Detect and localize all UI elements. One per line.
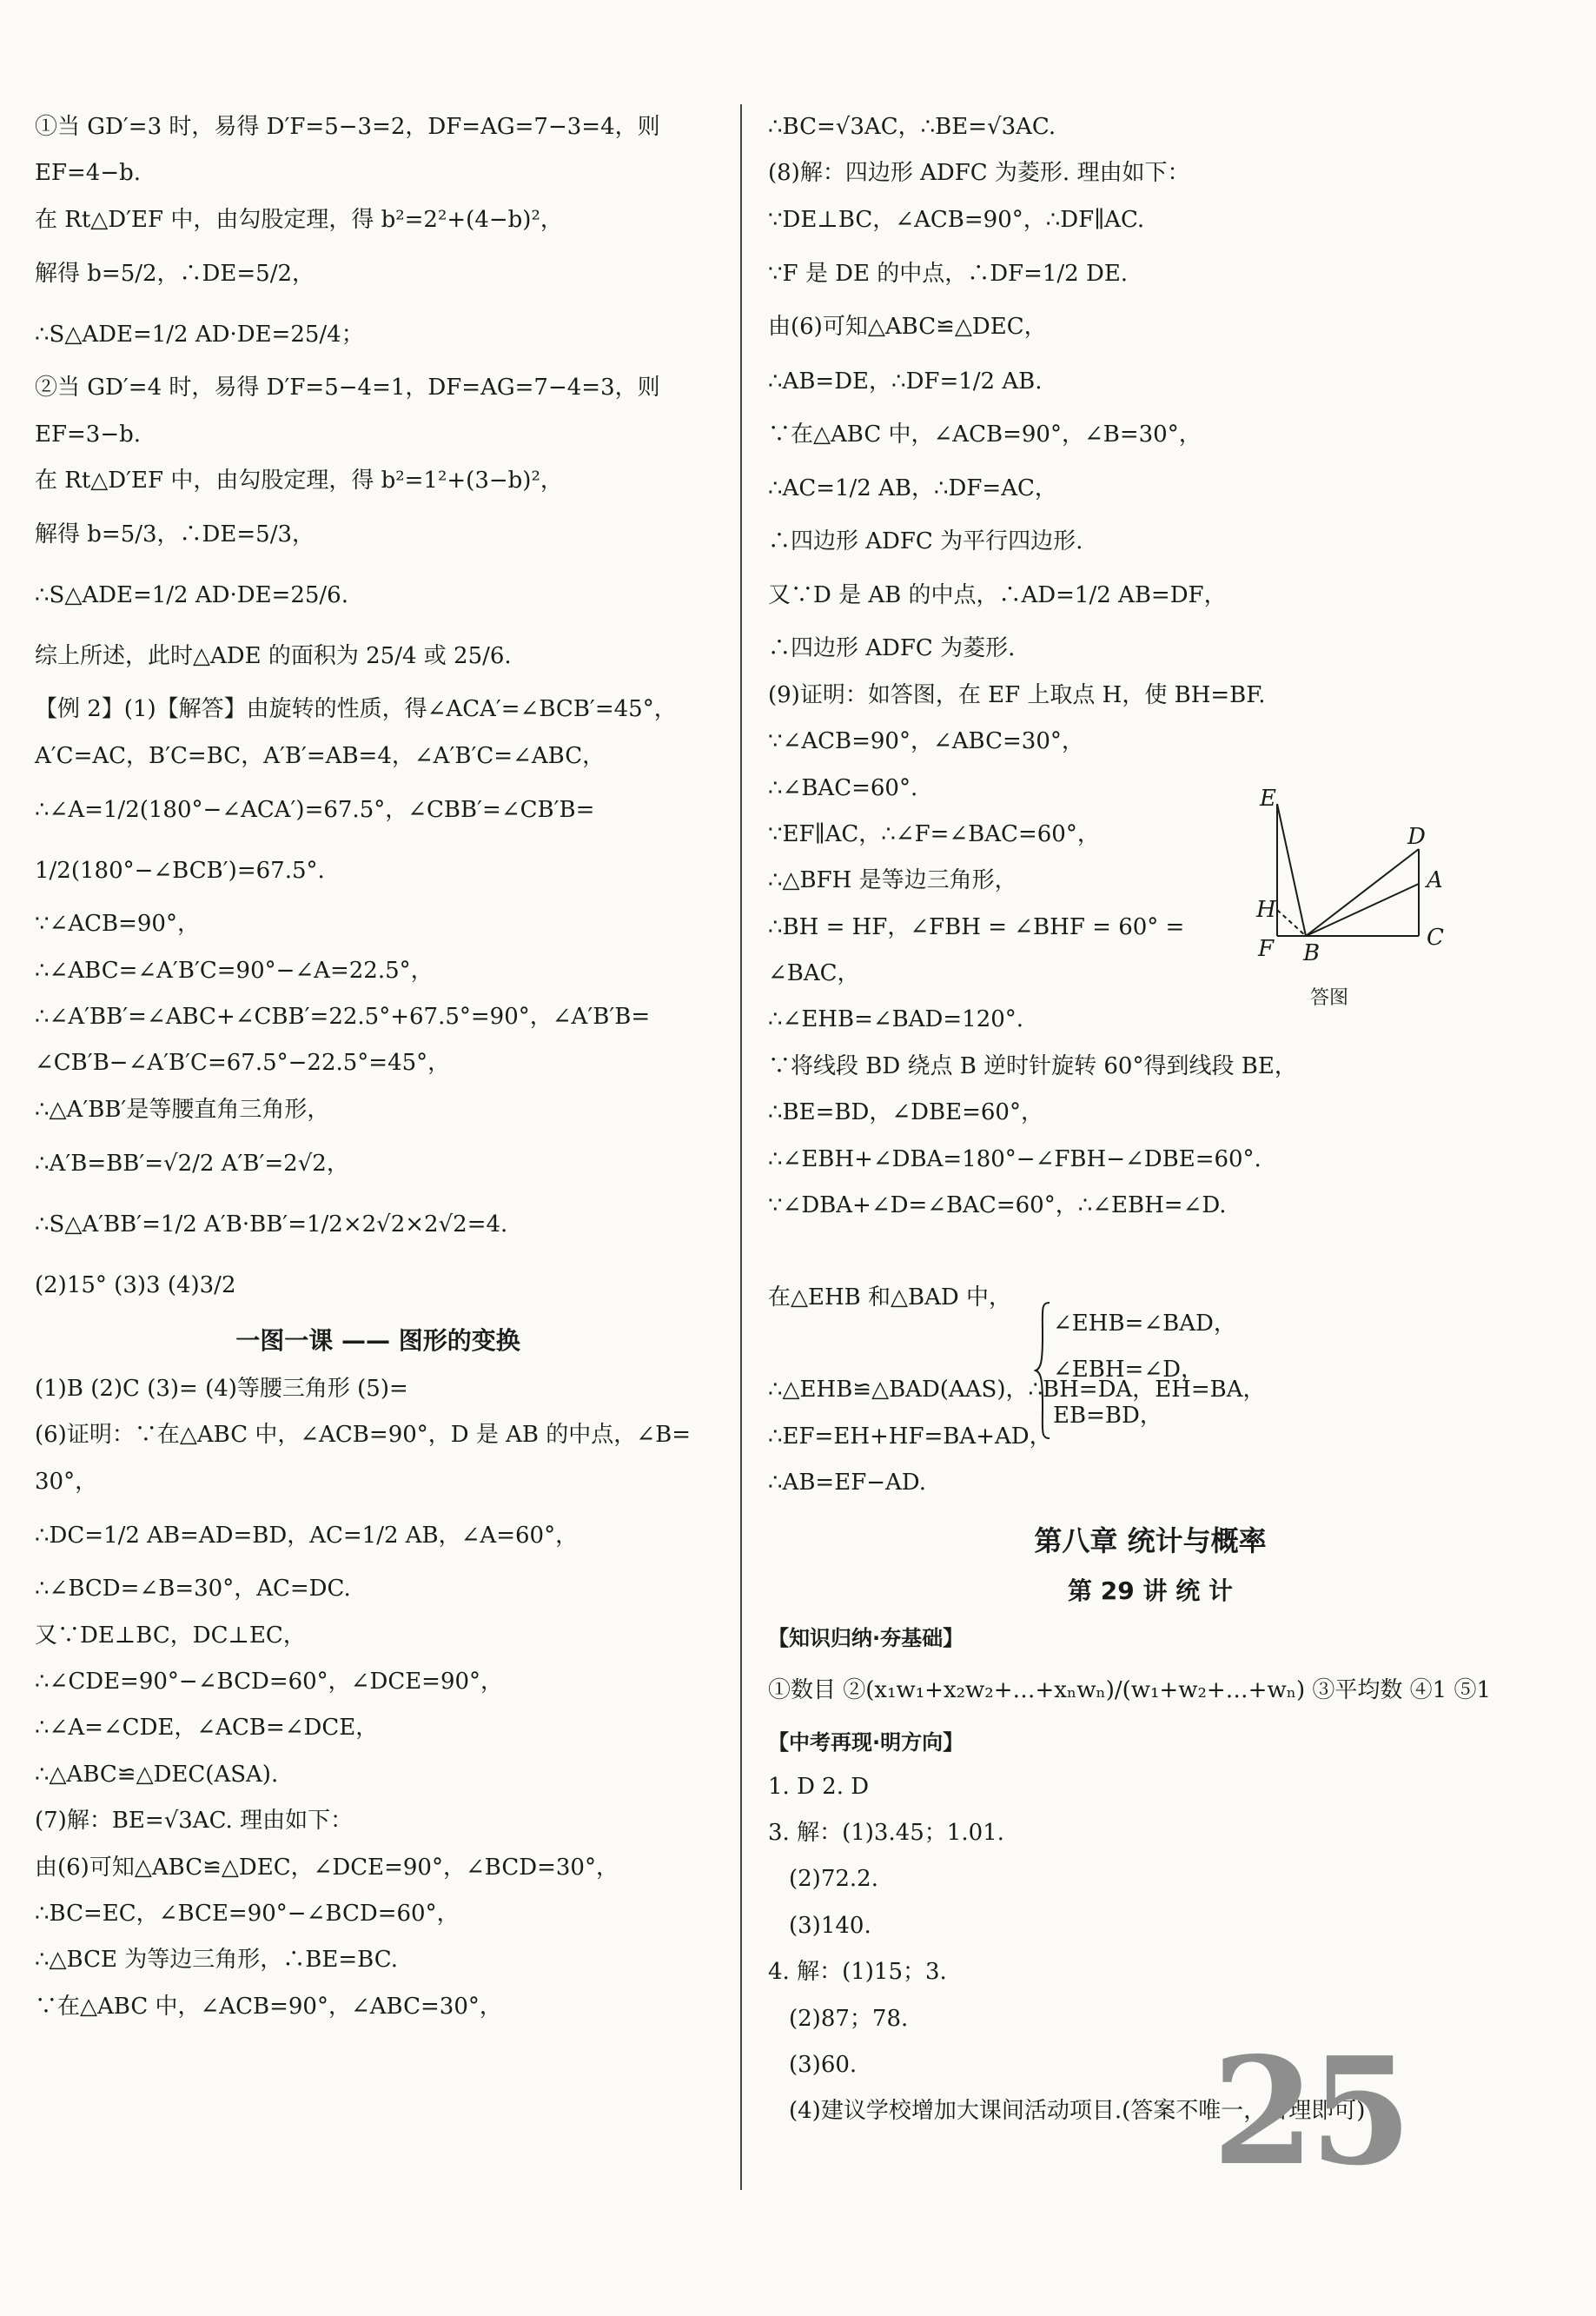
brace-icon [1034,1301,1053,1440]
text-line: ∴△BFH 是等边三角形， [768,867,1017,894]
label-d: D [1407,824,1426,850]
text-line: 3. 解：(1)3.45；1.01. [768,1819,1004,1846]
text-line: ∴△EHB≌△BAD(AAS)，∴BH=DA，EH=BA， [768,1377,1266,1404]
knowledge-line: ①数目 ②(x₁w₁+x₂w₂+…+xₙwₙ)/(w₁+w₂+…+wₙ) ③平均数 ④1 ⑤1 [768,1676,1491,1703]
lecture-title: 第 29 讲 统 计 [1068,1576,1233,1605]
text-line: 解得 b=5/3，∴DE=5/3， [35,521,315,548]
page-number: 25 [1212,2025,1407,2199]
text-line: (3)60. [789,2051,858,2078]
text-line: EF=3−b. [35,421,142,448]
label-h: H [1256,897,1276,923]
text-line: ∴EF=EH+HF=BA+AD， [768,1423,1052,1450]
label-e: E [1260,786,1276,812]
text-line: EF=4−b. [35,160,142,187]
text-line: ∵EF∥AC，∴∠F=∠BAC=60°， [768,820,1100,847]
text-line: 1/2(180°−∠BCB′)=67.5°. [35,858,325,885]
text-line: ∴四边形 ADFC 为平行四边形. [768,528,1083,554]
text-line: ∵F 是 DE 的中点，∴DF=1/2 DE. [768,261,1129,288]
segment-eb [1277,804,1306,936]
text-line: ∵∠ACB=90°， [35,911,200,938]
text-line: ∵∠ACB=90°，∠ABC=30°， [768,728,1084,755]
text-line: (9)证明：如答图，在 EF 上取点 H，使 BH=BF. [768,681,1266,708]
text-line: (3)140. [789,1912,871,1939]
text-line: ∵在△ABC 中，∠ACB=90°，∠B=30°， [768,421,1202,448]
text-line: ∴DC=1/2 AB=AD=BD，AC=1/2 AB，∠A=60°， [35,1523,579,1550]
text-line: ∴BC=EC，∠BCE=90°−∠BCD=60°， [35,1900,460,1927]
text-line: ∴AC=1/2 AB，∴DF=AC， [768,474,1057,501]
text-line: ①当 GD′=3 时，易得 D′F=5−3=2，DF=AG=7−3=4，则 [35,114,660,140]
text-line: 4. 解：(1)15；3. [768,1959,947,1986]
chapter-title: 第八章 统计与概率 [1034,1523,1267,1557]
text-line: 在 Rt△D′EF 中，由勾股定理，得 b²=2²+(4−b)²， [35,206,563,233]
section-label: 【知识归纳·夯基础】 [768,1625,964,1650]
text-line: (1)B (2)C (3)= (4)等腰三角形 (5)= [35,1376,408,1403]
answer-figure [1251,786,1460,1021]
text-line: 【例 2】(1)【解答】由旋转的性质，得∠ACA′=∠BCB′=45°， [35,696,677,723]
section-label: 【中考再现·明方向】 [768,1729,964,1755]
label-a: A [1427,867,1443,893]
text-line: ∴四边形 ADFC 为菱形. [768,635,1016,662]
text-line: ∴S△ADE=1/2 AD·DE=25/6. [35,582,348,609]
text-line: (4)建议学校增加大课间活动项目.(答案不唯一，合理即可) [789,2098,1366,2125]
text-line: 又∵D 是 AB 的中点，∴AD=1/2 AB=DF， [768,582,1227,609]
text-line: 解得 b=5/2，∴DE=5/2， [35,261,315,288]
figure-caption: 答图 [1310,987,1349,1009]
text-line: ∴∠BAC=60°. [768,774,918,801]
text-line: EB=BD， [1053,1403,1162,1429]
text-line: (7)解：BE=√3AC. 理由如下： [35,1808,354,1835]
text-line: ∴S△A′BB′=1/2 A′B·BB′=1/2×2√2×2√2=4. [35,1211,508,1238]
text-line: ②当 GD′=4 时，易得 D′F=5−4=1，DF=AG=7−4=3，则 [35,375,660,401]
text-line: ∵DE⊥BC，∠ACB=90°，∴DF∥AC. [768,206,1145,233]
text-line: ∴∠A′BB′=∠ABC+∠CBB′=22.5°+67.5°=90°，∠A′B′B= [35,1003,651,1030]
text-line: ∴S△ADE=1/2 AD·DE=25/4； [35,322,364,348]
text-line: ∴∠A=1/2(180°−∠ACA′)=67.5°，∠CBB′=∠CB′B= [35,797,595,824]
text-line: 在 Rt△D′EF 中，由勾股定理，得 b²=1²+(3−b)²， [35,467,563,494]
text-line: ∴∠EBH+∠DBA=180°−∠FBH−∠DBE=60°. [768,1145,1262,1172]
text-line: ∴A′B=BB′=√2/2 A′B′=2√2， [35,1151,349,1178]
text-line: 又∵DE⊥BC，DC⊥EC， [35,1622,306,1649]
text-line: (2)87；78. [789,2005,909,2032]
text-line: ∵将线段 BD 绕点 B 逆时针旋转 60°得到线段 BE， [768,1052,1297,1079]
text-line: ∴BC=√3AC，∴BE=√3AC. [768,114,1056,140]
spacer [768,1229,1533,1275]
label-b: B [1303,940,1321,966]
text-line: 综上所述，此时△ADE 的面积为 25/4 或 25/6. [35,643,512,670]
text-line: ∴BE=BD，∠DBE=60°， [768,1099,1043,1126]
text-line: ∠EHB=∠BAD， [1053,1311,1236,1337]
text-line: ∠CB′B−∠A′B′C=67.5°−22.5°=45°， [35,1050,451,1077]
text-line: ∴△A′BB′是等腰直角三角形， [35,1096,330,1123]
text-line: ∴∠EHB=∠BAD=120°. [768,1006,1024,1033]
text-line: (8)解：四边形 ADFC 为菱形. 理由如下： [768,160,1190,187]
text-line: ∴BH = HF，∠FBH = ∠BHF = 60° = [768,913,1185,940]
text-line: 由(6)可知△ABC≌△DEC， [768,314,1047,341]
text-line: ∴∠A=∠CDE，∠ACB=∠DCE， [35,1715,379,1742]
text-line: ∴∠CDE=90°−∠BCD=60°，∠DCE=90°， [35,1669,504,1696]
column-divider [740,104,742,2190]
text-line: ∵∠DBA+∠D=∠BAC=60°，∴∠EBH=∠D. [768,1192,1227,1219]
text-line: (2)15° (3)3 (4)3/2 [35,1272,236,1299]
right-column [768,104,1533,2135]
text-line: 由(6)可知△ABC≌△DEC，∠DCE=90°，∠BCD=30°， [35,1854,619,1881]
text-line: 30°， [35,1468,98,1495]
text-line: (2)72.2. [789,1866,878,1893]
text-line: A′C=AC，B′C=BC，A′B′=AB=4，∠A′B′C=∠ABC， [35,742,606,769]
braced-conditions [1053,1301,1236,1439]
text-line: ∴AB=EF−AD. [768,1470,926,1496]
text-line: ∠BAC， [768,960,860,987]
braced-label: 在△EHB 和△BAD 中， [768,1284,1012,1311]
text-line: ∴∠BCD=∠B=30°，AC=DC. [35,1576,351,1603]
text-line: ∵在△ABC 中，∠ACB=90°，∠ABC=30°， [35,1993,502,2020]
label-c: C [1427,925,1444,951]
left-column [35,104,721,2030]
section-heading: 一图一课 —— 图形的变换 [235,1326,520,1356]
text-line: ∠EBH=∠D， [1053,1357,1203,1383]
text-line: ∴∠ABC=∠A′B′C=90°−∠A=22.5°， [35,957,434,984]
text-line: (6)证明：∵在△ABC 中，∠ACB=90°，D 是 AB 的中点，∠B= [35,1422,691,1449]
text-line: ∴△BCE 为等边三角形，∴BE=BC. [35,1947,398,1974]
text-line: ∴AB=DE，∴DF=1/2 AB. [768,368,1043,395]
label-f: F [1258,936,1275,962]
text-line: 1. D 2. D [768,1773,870,1800]
text-line: ∴△ABC≌△DEC(ASA). [35,1761,279,1788]
